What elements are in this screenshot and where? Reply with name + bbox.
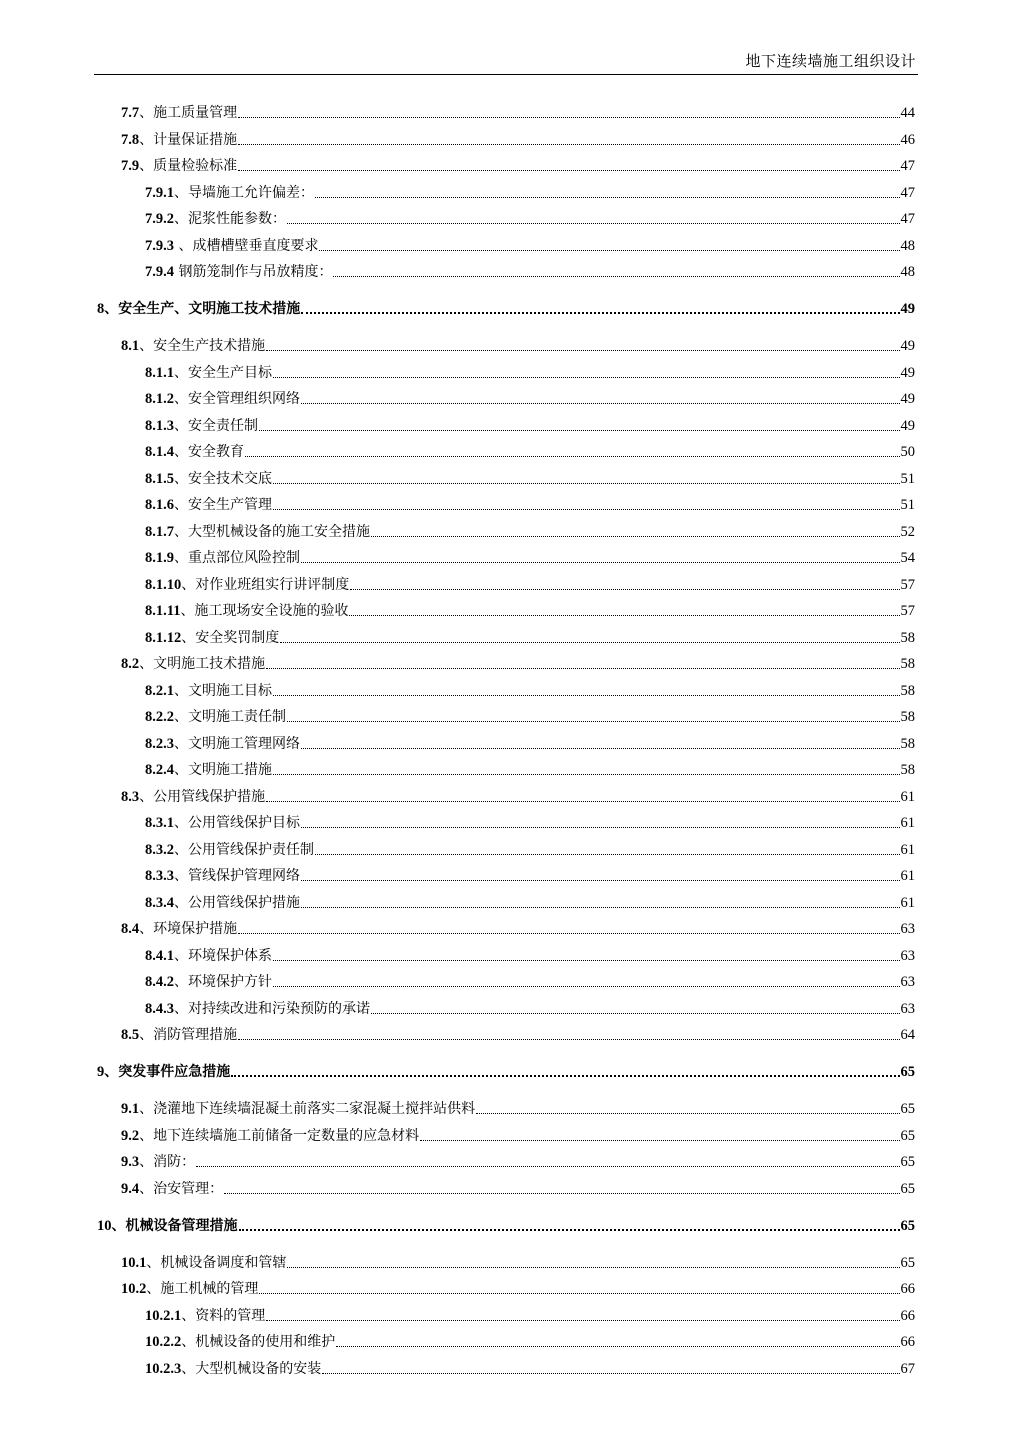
toc-entry-number: 7.9.3 <box>145 237 174 254</box>
toc-entry-separator: 、 <box>174 841 188 858</box>
dot-leader <box>420 1140 899 1141</box>
toc-entry-number: 8.1.3 <box>145 417 174 434</box>
dot-leader <box>266 668 899 669</box>
toc-entry-number: 8.1.9 <box>145 550 174 566</box>
toc-entry[interactable] <box>145 541 915 567</box>
toc-entry-page-number: 50 <box>900 444 915 460</box>
toc-entry-separator: 、 <box>174 497 188 513</box>
toc-entry[interactable] <box>145 992 915 1018</box>
toc-entry-separator: 、 <box>181 576 196 593</box>
dot-leader <box>238 933 899 934</box>
toc-entry[interactable] <box>121 96 915 122</box>
toc-entry-number: 7.9 <box>121 158 140 174</box>
toc-entry-page-number: 61 <box>900 841 915 858</box>
toc-entry-number: 8.1.5 <box>145 470 174 487</box>
toc-entry-page-number: 65 <box>900 1217 915 1234</box>
toc-entry-title: 公用管线保护措施 <box>188 894 300 911</box>
toc-entry[interactable] <box>145 594 915 620</box>
toc-entry[interactable] <box>121 1246 915 1272</box>
toc-entry-separator: 、 <box>139 1101 154 1117</box>
toc-entry[interactable] <box>145 939 915 965</box>
toc-entry-number: 7.9.2 <box>145 211 174 227</box>
toc-entry-title: 文明施工目标 <box>188 682 272 699</box>
dot-leader <box>273 695 900 696</box>
toc-entry-page-number: 65 <box>900 1064 915 1080</box>
toc-entry-separator: 、 <box>146 1254 161 1271</box>
toc-entry-separator: 、 <box>139 921 154 937</box>
toc-entry-page-number: 47 <box>900 158 915 174</box>
dot-leader <box>238 170 899 171</box>
toc-entry[interactable] <box>145 435 915 461</box>
toc-entry-title: 文明施工技术措施 <box>153 656 266 672</box>
document-title: 地下连续墙施工组织设计 <box>745 52 916 70</box>
toc-entry[interactable] <box>145 700 915 726</box>
toc-entry[interactable] <box>145 382 915 408</box>
toc-entry-number: 7.7 <box>121 105 140 121</box>
toc-entry-page-number: 57 <box>900 576 915 593</box>
toc-entry-number: 9 <box>97 1064 105 1080</box>
dot-leader <box>476 1113 899 1114</box>
dot-leader <box>239 1229 900 1231</box>
toc-entry-title: 安全技术交底 <box>188 470 272 487</box>
toc-entry-page-number: 58 <box>900 762 915 778</box>
toc-entry[interactable] <box>121 1119 915 1145</box>
toc-entry[interactable] <box>145 255 915 281</box>
toc-entry-page-number: 65 <box>900 1101 915 1117</box>
toc-entry-title: 对持续改进和污染预防的承诺 <box>188 1000 370 1017</box>
toc-entry[interactable] <box>145 176 915 202</box>
dot-leader <box>273 483 900 484</box>
toc-entry-number: 8.1.2 <box>145 391 174 407</box>
toc-entry[interactable] <box>97 1209 915 1235</box>
toc-entry-separator: 、 <box>174 470 188 487</box>
toc-entry[interactable] <box>121 780 915 806</box>
toc-entry-number: 8.5 <box>121 1027 140 1043</box>
toc-entry-separator: 、 <box>174 894 188 911</box>
toc-entry-title: 突发事件应急措施 <box>118 1064 231 1080</box>
dot-leader <box>231 1075 899 1077</box>
toc-entry-number: 7.8 <box>121 131 140 148</box>
toc-entry[interactable] <box>145 409 915 435</box>
toc-entry-separator: 、 <box>174 762 188 778</box>
toc-entry-separator: 、 <box>174 682 188 699</box>
toc-entry-title: 质量检验标准 <box>153 158 238 174</box>
toc-entry-page-number: 49 <box>900 364 915 381</box>
toc-entry-page-number: 47 <box>900 184 915 201</box>
toc-entry-separator: 、 <box>174 417 188 434</box>
dot-leader <box>280 642 899 643</box>
toc-entry-page-number: 48 <box>900 264 915 280</box>
toc-entry-title: 文明施工管理网络 <box>188 735 300 752</box>
toc-entry-number: 8.1.10 <box>145 576 182 593</box>
toc-entry-separator: 、 <box>139 656 154 672</box>
toc-entry-separator: 、 <box>181 1360 196 1377</box>
toc-entry-number: 8.3.1 <box>145 815 174 831</box>
dot-leader <box>266 1320 899 1321</box>
toc-entry-number: 8.2.3 <box>145 735 174 752</box>
toc-entry-page-number: 63 <box>900 921 915 937</box>
dot-leader <box>238 117 899 118</box>
toc-entry-title: 安全生产技术措施 <box>153 338 266 354</box>
toc-entry-separator: 、 <box>174 184 188 201</box>
dot-leader <box>273 774 900 775</box>
toc-entry-separator: 、 <box>174 237 193 254</box>
toc-entry[interactable] <box>121 1092 915 1118</box>
toc-entry-number: 10 <box>97 1217 112 1234</box>
dot-leader <box>301 403 900 404</box>
dot-leader <box>259 430 900 431</box>
toc-entry-page-number: 64 <box>900 1027 915 1043</box>
toc-entry[interactable] <box>145 859 915 885</box>
toc-entry-number: 8.1.11 <box>145 603 181 619</box>
toc-entry-page-number: 44 <box>900 105 915 121</box>
toc-entry-number: 9.2 <box>121 1127 140 1144</box>
dot-leader <box>301 562 900 563</box>
toc-entry-separator: 、 <box>181 1334 196 1350</box>
toc-entry-page-number: 66 <box>900 1334 915 1350</box>
toc-entry-number: 10.2.3 <box>145 1360 182 1377</box>
toc-entry-separator: 、 <box>139 131 154 148</box>
toc-entry-separator: 、 <box>139 158 154 174</box>
toc-entry-separator: 、 <box>146 1281 161 1297</box>
toc-entry-page-number: 65 <box>900 1154 915 1170</box>
toc-entry-number: 8.2 <box>121 656 140 672</box>
toc-entry-separator: 、 <box>174 1000 188 1017</box>
dot-leader <box>322 1373 899 1374</box>
toc-entry[interactable] <box>121 912 915 938</box>
toc-entry-separator: 、 <box>174 364 188 381</box>
dot-leader <box>333 276 899 277</box>
toc-entry-number: 7.9.4 <box>145 264 174 280</box>
toc-entry-separator: 、 <box>174 735 188 752</box>
toc-entry-separator: 、 <box>139 788 154 805</box>
dot-leader <box>245 456 900 457</box>
toc-entry-separator: 、 <box>174 868 188 884</box>
toc-entry-page-number: 47 <box>900 211 915 227</box>
toc-entry[interactable] <box>121 1145 915 1171</box>
toc-entry-separator: 、 <box>139 1180 154 1197</box>
toc-entry-page-number: 67 <box>900 1360 915 1377</box>
dot-leader <box>287 721 900 722</box>
toc-entry-number: 9.4 <box>121 1180 140 1197</box>
toc-entry[interactable] <box>121 647 915 673</box>
dot-leader <box>301 880 900 881</box>
toc-entry-title: 环境保护方针 <box>188 974 272 990</box>
toc-entry-page-number: 58 <box>900 629 915 646</box>
dot-leader <box>273 986 900 987</box>
dot-leader <box>273 377 900 378</box>
toc-entry-title: 环境保护措施 <box>153 921 238 937</box>
toc-entry[interactable] <box>145 1325 915 1351</box>
toc-entry[interactable] <box>145 462 915 488</box>
toc-entry[interactable] <box>121 329 915 355</box>
dot-leader <box>315 854 900 855</box>
dot-leader <box>238 144 899 145</box>
toc-entry-page-number: 49 <box>900 391 915 407</box>
toc-entry-page-number: 61 <box>900 788 915 805</box>
toc-entry-page-number: 58 <box>900 656 915 672</box>
toc-entry-number: 10.2.2 <box>145 1334 182 1350</box>
toc-entry-title: 成槽槽壁垂直度要求 <box>192 237 319 254</box>
toc-entry-number: 10.2.1 <box>145 1307 182 1324</box>
toc-entry-title: 机械设备调度和管辖 <box>160 1254 287 1271</box>
toc-entry-title: 大型机械设备的安装 <box>195 1360 322 1377</box>
toc-entry-page-number: 51 <box>900 497 915 513</box>
toc-entry-separator: 、 <box>174 974 188 990</box>
toc-entry-title: 消防管理措施 <box>153 1027 238 1043</box>
toc-entry-title: 安全责任制 <box>188 417 258 434</box>
toc-entry-title: 公用管线保护目标 <box>188 815 300 831</box>
toc-entry-page-number: 65 <box>900 1127 915 1144</box>
dot-leader <box>266 350 899 351</box>
toc-entry-separator: 、 <box>180 603 195 619</box>
dot-leader <box>301 907 900 908</box>
toc-entry-separator: 、 <box>139 338 154 354</box>
toc-entry-title: 文明施工责任制 <box>188 709 286 725</box>
toc-entry-title: 安全生产、文明施工技术措施 <box>118 301 301 317</box>
toc-entry-page-number: 58 <box>900 735 915 752</box>
toc-entry-title: 安全生产管理 <box>188 497 272 513</box>
toc-entry-page-number: 46 <box>900 131 915 148</box>
toc-entry-page-number: 58 <box>900 682 915 699</box>
toc-entry-number: 7.9.1 <box>145 184 174 201</box>
toc-entry-separator: 、 <box>174 523 188 540</box>
toc-entry[interactable] <box>145 727 915 753</box>
toc-entry-title: 钢筋笼制作与吊放精度： <box>178 264 333 280</box>
dot-leader <box>301 312 899 314</box>
toc-entry-page-number: 61 <box>900 894 915 911</box>
toc-entry-separator: 、 <box>174 444 188 460</box>
toc-entry-number: 8.4.2 <box>145 974 174 990</box>
toc-entry-number: 10.2 <box>121 1281 147 1297</box>
toc-entry-page-number: 61 <box>900 815 915 831</box>
page-header <box>94 44 918 75</box>
toc-entry-title: 公用管线保护措施 <box>153 788 266 805</box>
toc-entry[interactable] <box>121 1272 915 1298</box>
toc-entry-title: 对作业班组实行讲评制度 <box>195 576 350 593</box>
toc-entry-page-number: 66 <box>900 1281 915 1297</box>
toc-entry[interactable] <box>145 833 915 859</box>
toc-entry-number: 8.3 <box>121 788 140 805</box>
toc-entry-number: 9.3 <box>121 1154 140 1170</box>
toc-entry-separator: 、 <box>104 1064 119 1080</box>
toc-entry[interactable] <box>145 621 915 647</box>
toc-entry-page-number: 57 <box>900 603 915 619</box>
toc-entry[interactable] <box>145 202 915 228</box>
toc-entry-title: 治安管理： <box>153 1180 224 1197</box>
toc-entry-title: 机械设备的使用和维护 <box>195 1334 336 1350</box>
toc-entry-title: 泥浆性能参数： <box>188 211 286 227</box>
toc-entry-separator: 、 <box>139 1154 154 1170</box>
toc-entry-title: 施工现场安全设施的验收 <box>194 603 349 619</box>
toc-entry-number: 8.3.3 <box>145 868 174 884</box>
toc-entry[interactable] <box>121 1018 915 1044</box>
toc-entry-number: 8.1 <box>121 338 140 354</box>
toc-entry[interactable] <box>145 886 915 912</box>
toc-entry-number: 8.3.4 <box>145 894 174 911</box>
toc-entry-separator: 、 <box>181 1307 196 1324</box>
toc-entry-number: 8.2.4 <box>145 762 174 778</box>
toc-entry-page-number: 54 <box>900 550 915 566</box>
toc-entry-page-number: 63 <box>900 947 915 964</box>
toc-entry-title: 浇灌地下连续墙混凝土前落实二家混凝土搅拌站供料 <box>153 1101 476 1117</box>
toc-entry-separator: 、 <box>174 947 188 964</box>
toc-entry-page-number: 49 <box>900 417 915 434</box>
toc-entry-number: 8.1.12 <box>145 629 182 646</box>
toc-entry-title: 计量保证措施 <box>153 131 238 148</box>
toc-entry[interactable] <box>145 753 915 779</box>
toc-entry[interactable] <box>145 806 915 832</box>
toc-entry-separator: 、 <box>174 550 188 566</box>
toc-entry-number: 8.3.2 <box>145 841 174 858</box>
toc-entry-number: 8.4.3 <box>145 1000 174 1017</box>
toc-entry-separator: 、 <box>139 1027 154 1043</box>
toc-entry-title: 施工质量管理 <box>153 105 238 121</box>
toc-entry-title: 安全管理组织网络 <box>188 391 300 407</box>
toc-entry[interactable] <box>145 1352 915 1378</box>
toc-entry-page-number: 49 <box>900 338 915 354</box>
dot-leader <box>301 748 900 749</box>
dot-leader <box>301 827 900 828</box>
toc-entry-title: 机械设备管理措施 <box>125 1217 238 1234</box>
toc-entry[interactable] <box>145 568 915 594</box>
toc-entry-page-number: 65 <box>900 1180 915 1197</box>
dot-leader <box>266 801 899 802</box>
dot-leader <box>371 1013 900 1014</box>
toc-entry[interactable] <box>145 965 915 991</box>
toc-entry[interactable] <box>97 1055 915 1081</box>
toc-entry[interactable] <box>145 674 915 700</box>
toc-entry-page-number: 48 <box>900 237 915 254</box>
toc-entry-number: 8 <box>97 301 105 317</box>
toc-entry-page-number: 63 <box>900 974 915 990</box>
toc-entry-title: 安全生产目标 <box>188 364 272 381</box>
toc-entry-page-number: 63 <box>900 1000 915 1017</box>
toc-entry-separator: 、 <box>104 301 119 317</box>
toc-entry-title: 安全教育 <box>188 444 244 460</box>
toc-entry[interactable] <box>145 488 915 514</box>
toc-entry-separator: 、 <box>174 709 188 725</box>
toc-entry[interactable] <box>145 1299 915 1325</box>
toc-entry[interactable] <box>121 123 915 149</box>
dot-leader <box>224 1193 899 1194</box>
dot-leader <box>273 960 900 961</box>
toc-entry-number: 8.4.1 <box>145 947 174 964</box>
toc-entry-number: 8.1.6 <box>145 497 174 513</box>
toc-entry-title: 重点部位风险控制 <box>188 550 300 566</box>
toc-entry-title: 环境保护体系 <box>188 947 272 964</box>
toc-entry-number: 8.1.4 <box>145 444 174 460</box>
toc-entry-number: 10.1 <box>121 1254 147 1271</box>
dot-leader <box>319 250 899 251</box>
dot-leader <box>196 1166 899 1167</box>
dot-leader <box>273 509 900 510</box>
toc-entry-separator: 、 <box>181 629 196 646</box>
toc-entry-number: 8.2.2 <box>145 709 174 725</box>
toc-entry-title: 导墙施工允许偏差： <box>188 184 314 201</box>
toc-entry-title: 大型机械设备的施工安全措施 <box>188 523 370 540</box>
toc-entry[interactable] <box>121 149 915 175</box>
dot-leader <box>350 589 899 590</box>
toc-entry[interactable] <box>97 292 915 318</box>
toc-entry-separator: 、 <box>174 391 188 407</box>
toc-entry-page-number: 49 <box>900 301 915 317</box>
toc-entry[interactable] <box>145 229 915 255</box>
toc-entry-page-number: 66 <box>900 1307 915 1324</box>
dot-leader <box>371 536 900 537</box>
toc-entry-page-number: 65 <box>900 1254 915 1271</box>
toc-entry-separator: 、 <box>111 1217 126 1234</box>
toc-entry-page-number: 61 <box>900 868 915 884</box>
toc-entry-title: 资料的管理 <box>195 1307 266 1324</box>
dot-leader <box>259 1293 899 1294</box>
toc-entry-title: 管线保护管理网络 <box>188 868 300 884</box>
toc-entry-page-number: 51 <box>900 470 915 487</box>
dot-leader <box>238 1039 899 1040</box>
toc-entry-separator: 、 <box>174 211 188 227</box>
toc-entry[interactable] <box>145 515 915 541</box>
toc-entry-title: 施工机械的管理 <box>160 1281 259 1297</box>
toc-entry-number: 8.1.1 <box>145 364 174 381</box>
toc-entry-number: 8.1.7 <box>145 523 174 540</box>
toc-entry-separator: 、 <box>139 1127 154 1144</box>
dot-leader <box>336 1346 899 1347</box>
dot-leader <box>315 197 900 198</box>
toc-entry-separator: 、 <box>139 105 154 121</box>
toc-entry-title: 消防： <box>153 1154 196 1170</box>
toc-entry[interactable] <box>121 1172 915 1198</box>
toc-entry-page-number: 52 <box>900 523 915 540</box>
toc-entry-number: 8.2.1 <box>145 682 174 699</box>
toc-entry-title: 地下连续墙施工前储备一定数量的应急材料 <box>153 1127 420 1144</box>
toc-entry-number: 9.1 <box>121 1101 140 1117</box>
toc-entry-title: 安全奖罚制度 <box>195 629 280 646</box>
dot-leader <box>287 223 900 224</box>
toc-entry[interactable] <box>145 356 915 382</box>
dot-leader <box>349 615 899 616</box>
toc-entry-number: 8.4 <box>121 921 140 937</box>
dot-leader <box>287 1267 899 1268</box>
toc-entry-separator: 、 <box>174 815 188 831</box>
toc-entry-title: 公用管线保护责任制 <box>188 841 314 858</box>
toc-entry-title: 文明施工措施 <box>188 762 272 778</box>
toc-entry-page-number: 58 <box>900 709 915 725</box>
